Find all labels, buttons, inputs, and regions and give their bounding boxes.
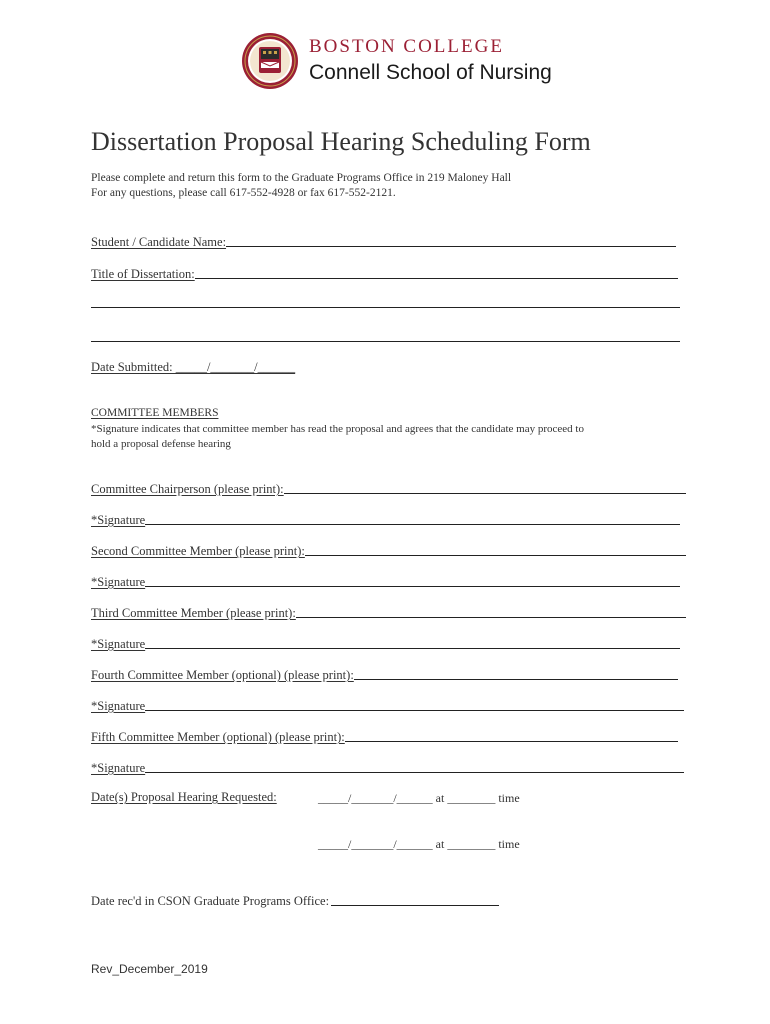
fourth-member-name-line[interactable] [354, 679, 678, 680]
hearing-date-slot-1[interactable]: _____/_______/______ at ________ time [318, 791, 520, 805]
third-member-name-label: Third Committee Member (please print): [91, 606, 296, 620]
fourth-member-name-label: Fourth Committee Member (optional) (please print): [91, 668, 354, 682]
dissertation-title-line-2[interactable] [91, 307, 680, 308]
third-member-signature-label: *Signature [91, 637, 146, 651]
fifth-member-signature-line[interactable] [145, 772, 684, 773]
hearing-requested-label: Date(s) Proposal Hearing Requested: [91, 790, 277, 804]
office-received-label: Date rec'd in CSON Graduate Programs Office: [91, 894, 330, 908]
letterhead [241, 32, 601, 94]
fourth-member-signature-field[interactable] [91, 693, 684, 713]
second-member-name-field[interactable] [91, 538, 686, 558]
second-member-signature-label: *Signature [91, 575, 146, 589]
student-name-label: Student / Candidate Name: [91, 235, 227, 249]
dissertation-title-line[interactable] [195, 278, 678, 279]
chairperson-signature-field[interactable] [91, 507, 680, 527]
chairperson-name-field[interactable] [91, 476, 686, 496]
student-name-field[interactable] [91, 229, 676, 249]
committee-heading: COMMITTEE MEMBERS [91, 407, 219, 419]
date-submitted-field[interactable]: Date Submitted: _____/_______/______ [91, 360, 296, 374]
committee-note-line-2: hold a proposal defense hearing [91, 438, 231, 450]
third-member-name-line[interactable] [296, 617, 686, 618]
instructions-line-2: For any questions, please call 617-552-4928 or fax 617-552-2121. [91, 187, 396, 199]
fourth-member-signature-label: *Signature [91, 699, 146, 713]
dissertation-title-field[interactable] [91, 261, 678, 281]
fifth-member-name-line[interactable] [345, 741, 678, 742]
office-received-field[interactable] [91, 888, 499, 908]
page-title: Dissertation Proposal Hearing Scheduling Form [91, 127, 591, 156]
school-name: Connell School of Nursing [309, 61, 552, 84]
second-member-name-label: Second Committee Member (please print): [91, 544, 305, 558]
fourth-member-name-field[interactable] [91, 662, 678, 682]
chairperson-signature-line[interactable] [145, 524, 680, 525]
boston-college-seal-icon [241, 32, 299, 90]
student-name-line[interactable] [226, 246, 676, 247]
chairperson-name-line[interactable] [284, 493, 686, 494]
chairperson-signature-label: *Signature [91, 513, 146, 527]
institution-name: BOSTON COLLEGE [309, 36, 504, 57]
dissertation-title-line-3[interactable] [91, 341, 680, 342]
instructions-line-1: Please complete and return this form to the Graduate Programs Office in 219 Maloney Hall [91, 172, 512, 184]
fifth-member-name-field[interactable] [91, 724, 678, 744]
chairperson-name-label: Committee Chairperson (please print): [91, 482, 284, 496]
revision-note: Rev_December_2019 [91, 962, 208, 976]
fifth-member-signature-field[interactable] [91, 755, 684, 775]
second-member-signature-field[interactable] [91, 569, 680, 589]
fourth-member-signature-line[interactable] [145, 710, 684, 711]
second-member-name-line[interactable] [305, 555, 686, 556]
dissertation-title-label: Title of Dissertation: [91, 267, 195, 281]
hearing-date-slot-2[interactable]: _____/_______/______ at ________ time [318, 837, 520, 851]
third-member-name-field[interactable] [91, 600, 686, 620]
second-member-signature-line[interactable] [145, 586, 680, 587]
office-received-line[interactable] [331, 905, 499, 906]
fifth-member-signature-label: *Signature [91, 761, 146, 775]
committee-note-line-1: *Signature indicates that committee member has read the proposal and agrees that the candidate may proceed to [91, 423, 584, 435]
third-member-signature-line[interactable] [145, 648, 680, 649]
third-member-signature-field[interactable] [91, 631, 680, 651]
fifth-member-name-label: Fifth Committee Member (optional) (please print): [91, 730, 345, 744]
